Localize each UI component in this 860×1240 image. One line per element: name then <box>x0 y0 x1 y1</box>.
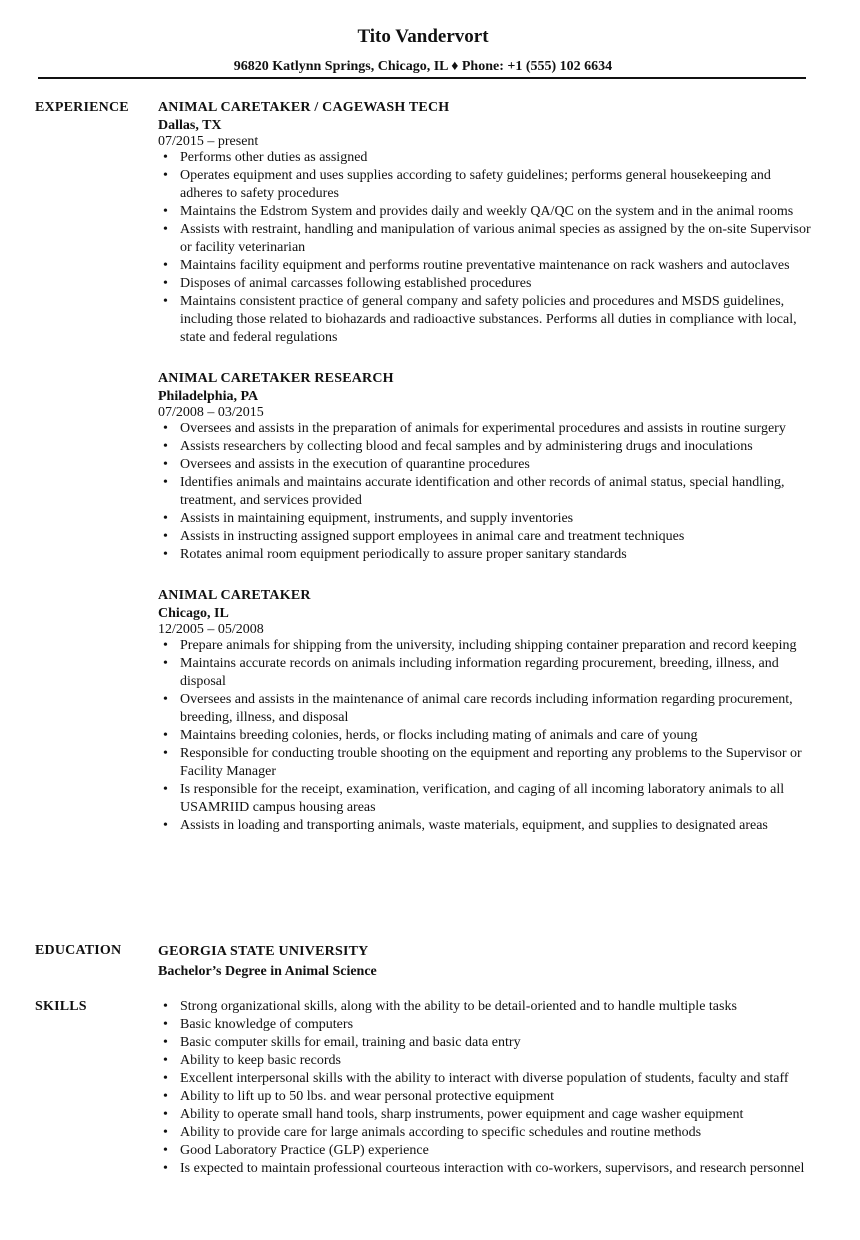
job-location: Philadelphia, PA <box>158 389 259 404</box>
skills-list-wrap <box>158 998 813 1178</box>
list-item: • Performs other duties as assigned <box>158 149 813 167</box>
header-divider <box>38 77 806 79</box>
list-item: • Assists with restraint, handling and manipulation of various animal species as assigned by the on-site Supervisor or facility veterinarian <box>158 221 813 257</box>
list-item: • Is expected to maintain professional courteous interaction with co-workers, supervisors, and research personnel <box>158 1160 813 1178</box>
job-entry <box>158 99 813 347</box>
list-item: • Good Laboratory Practice (GLP) experience <box>158 1142 813 1160</box>
list-item: • Assists researchers by collecting blood and fecal samples and by administering drugs and inoculations <box>158 438 813 456</box>
job-dates: 07/2015 – present <box>158 134 259 149</box>
list-item: • Ability to operate small hand tools, sharp instruments, power equipment and cage washer equipment <box>158 1106 813 1124</box>
list-item: • Ability to provide care for large animals according to specific schedules and routine methods <box>158 1124 813 1142</box>
candidate-name: Tito Vandervort <box>357 26 489 47</box>
list-item: • Basic computer skills for email, training and basic data entry <box>158 1034 813 1052</box>
list-item: • Maintains the Edstrom System and provides daily and weekly QA/QC on the system and in the animal rooms <box>158 203 813 221</box>
list-item: • Strong organizational skills, along with the ability to be detail-oriented and to handle multiple tasks <box>158 998 813 1016</box>
list-item: • Maintains accurate records on animals including information regarding procurement, breeding, illness, and disposal <box>158 655 813 691</box>
list-item: • Identifies animals and maintains accurate identification and other records of animal status, special handling, treatment, and services provided <box>158 474 813 510</box>
list-item: • Assists in loading and transporting animals, waste materials, equipment, and supplies to designated areas <box>158 817 813 835</box>
list-item: • Prepare animals for shipping from the university, including shipping container preparation and record keeping <box>158 637 813 655</box>
list-item: • Oversees and assists in the execution of quarantine procedures <box>158 456 813 474</box>
list-item: • Basic knowledge of computers <box>158 1016 813 1034</box>
education-details <box>158 942 813 982</box>
school-name: GEORGIA STATE UNIVERSITY <box>158 944 369 959</box>
list-item: • Rotates animal room equipment periodically to assure proper sanitary standards <box>158 546 813 564</box>
list-item: • Assists in maintaining equipment, instruments, and supply inventories <box>158 510 813 528</box>
section-title-skills: SKILLS <box>35 999 87 1014</box>
job-title: ANIMAL CARETAKER RESEARCH <box>158 371 394 386</box>
job-entry <box>158 587 813 835</box>
list-item: • Ability to keep basic records <box>158 1052 813 1070</box>
section-title-experience: EXPERIENCE <box>35 100 129 115</box>
job-location: Dallas, TX <box>158 118 222 133</box>
list-item: • Ability to lift up to 50 lbs. and wear personal protective equipment <box>158 1088 813 1106</box>
contact-line: 96820 Katlynn Springs, Chicago, IL ♦ Phone: +1 (555) 102 6634 <box>233 59 613 74</box>
list-item: • Responsible for conducting trouble shooting on the equipment and reporting any problems to the Supervisor or Facility Manager <box>158 745 813 781</box>
job-title: ANIMAL CARETAKER / CAGEWASH TECH <box>158 100 450 115</box>
list-item: • Disposes of animal carcasses following established procedures <box>158 275 813 293</box>
job-duties <box>158 637 813 835</box>
section-title-education: EDUCATION <box>35 943 122 958</box>
list-item: • Maintains facility equipment and performs routine preventative maintenance on rack washers and autoclaves <box>158 257 813 275</box>
job-location: Chicago, IL <box>158 606 229 621</box>
job-title: ANIMAL CARETAKER <box>158 588 311 603</box>
list-item: • Excellent interpersonal skills with the ability to interact with diverse population of students, faculty and staff <box>158 1070 813 1088</box>
experience-list <box>158 99 813 858</box>
list-item: • Oversees and assists in the maintenance of animal care records including information regarding procurement, breeding, illness, and disposal <box>158 691 813 727</box>
job-dates: 12/2005 – 05/2008 <box>158 622 264 637</box>
job-dates: 07/2008 – 03/2015 <box>158 405 264 420</box>
job-duties <box>158 420 813 564</box>
list-item: • Oversees and assists in the preparation of animals for experimental procedures and assists in routine surgery <box>158 420 813 438</box>
job-entry <box>158 370 813 564</box>
degree-name: Bachelor’s Degree in Animal Science <box>158 964 377 979</box>
skills-list <box>158 998 813 1178</box>
list-item: • Maintains consistent practice of general company and safety policies and procedures and MSDS guidelines, including those related to biohazards and radioactive substances. Performs all duties in compliance with local, state and federal regulations <box>158 293 813 347</box>
job-duties <box>158 149 813 347</box>
list-item: • Operates equipment and uses supplies according to safety guidelines; performs general housekeeping and adheres to safety procedures <box>158 167 813 203</box>
list-item: • Maintains breeding colonies, herds, or flocks including mating of animals and care of young <box>158 727 813 745</box>
list-item: • Is responsible for the receipt, examination, verification, and caging of all incoming laboratory animals to all USAMRIID campus housing areas <box>158 781 813 817</box>
list-item: • Assists in instructing assigned support employees in animal care and treatment techniques <box>158 528 813 546</box>
